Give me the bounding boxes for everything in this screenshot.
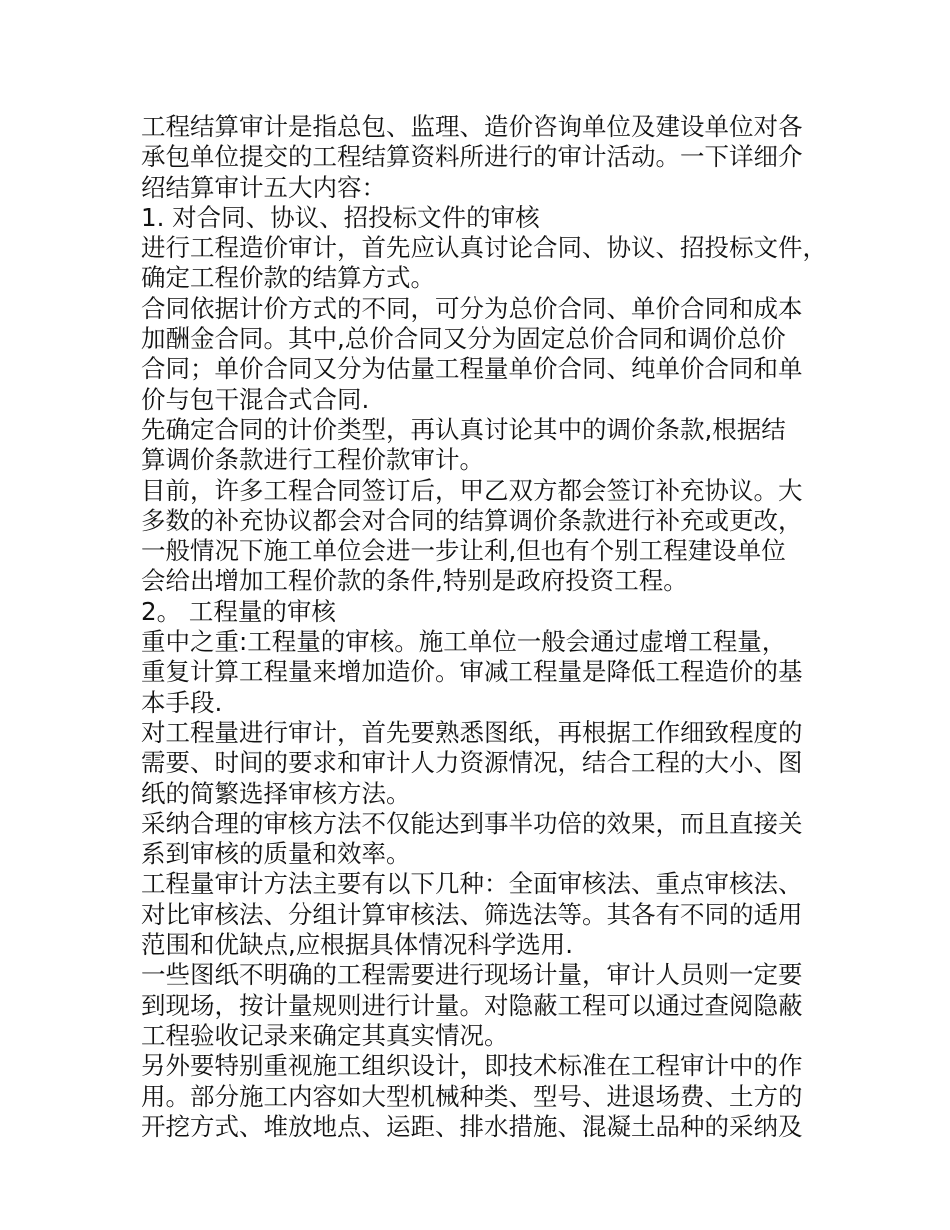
text-line: 确定工程价款的结算方式。: [141, 263, 435, 293]
text-line: 2。 工程量的审核: [141, 596, 336, 626]
text-line: 另外要特别重视施工组织设计，即技术标准在工程审计中的作: [141, 1051, 803, 1081]
text-line: 先确定合同的计价类型，再认真讨论其中的调价条款,根据结: [141, 414, 786, 444]
text-line: 会给出增加工程价款的条件,特别是政府投资工程。: [141, 566, 688, 596]
paragraph: [141, 960, 821, 1051]
text-line: 承包单位提交的工程结算资料所进行的审计活动。一下详细介: [141, 142, 803, 172]
text-line: 多数的补充协议都会对合同的结算调价条款进行补充或更改，: [141, 505, 803, 535]
text-line: 绍结算审计五大内容：: [141, 172, 386, 202]
text-line: 工程结算审计是指总包、监理、造价咨询单位及建设单位对各: [141, 112, 803, 141]
text-line: 对比审核法、分组计算审核法、筛选法等。其各有不同的适用: [141, 899, 803, 929]
text-line: 开挖方式、堆放地点、运距、排水措施、混凝土品种的采纳及: [141, 1111, 803, 1141]
text-line: 合同依据计价方式的不同，可分为总价合同、单价合同和成本: [141, 293, 803, 323]
text-line: 到现场，按计量规则进行计量。对隐蔽工程可以通过查阅隐蔽: [141, 990, 803, 1020]
text-line: 重中之重:工程量的审核。施工单位一般会通过虚增工程量，: [141, 627, 787, 657]
text-line: 需要、时间的要求和审计人力资源情况，结合工程的大小、图: [141, 748, 803, 778]
text-line: 范围和优缺点,应根据具体情况科学选用.: [141, 930, 574, 960]
text-line: 用。部分施工内容如大型机械种类、型号、进退场费、土方的: [141, 1081, 803, 1111]
text-line: 加酬金合同。其中,总价合同又分为固定总价合同和调价总价: [141, 324, 786, 354]
paragraph: [141, 809, 821, 870]
text-line: 价与包干混合式合同.: [141, 384, 370, 414]
document-page: [141, 112, 827, 1142]
text-line: 合同；单价合同又分为估量工程量单价合同、纯单价合同和单: [141, 354, 803, 384]
text-line: 工程验收记录来确定其真实情况。: [141, 1020, 509, 1050]
text-line: 1. 对合同、协议、招投标文件的审核: [141, 202, 540, 232]
paragraph: [141, 112, 821, 203]
text-line: 本手段.: [141, 687, 223, 717]
paragraph: [141, 294, 821, 415]
paragraph: [141, 627, 821, 718]
text-line: 系到审核的质量和效率。: [141, 839, 411, 869]
paragraph: [141, 233, 827, 294]
text-line: 一般情况下施工单位会进一步让利,但也有个别工程建设单位: [141, 536, 786, 566]
paragraph: [141, 476, 821, 597]
text-line: 一些图纸不明确的工程需要进行现场计量，审计人员则一定要: [141, 960, 803, 990]
paragraph: [141, 1051, 821, 1142]
text-line: 目前，许多工程合同签订后，甲乙双方都会签订补充协议。大: [141, 475, 803, 505]
text-line: 算调价条款进行工程价款审计。: [141, 445, 484, 475]
text-line: 纸的简繁选择审核方法。: [141, 778, 411, 808]
paragraph: [141, 869, 821, 960]
text-line: 进行工程造价审计，首先应认真讨论合同、协议、招投标文件，: [141, 233, 827, 263]
text-line: 重复计算工程量来增加造价。审减工程量是降低工程造价的基: [141, 657, 803, 687]
text-line: 对工程量进行审计，首先要熟悉图纸，再根据工作细致程度的: [141, 717, 803, 747]
text-line: 工程量审计方法主要有以下几种：全面审核法、重点审核法、: [141, 869, 803, 899]
paragraph: [141, 415, 821, 476]
text-line: 采纳合理的审核方法不仅能达到事半功倍的效果，而且直接关: [141, 808, 803, 838]
section-heading: [141, 597, 821, 627]
section-heading: [141, 203, 821, 233]
paragraph: [141, 718, 821, 809]
